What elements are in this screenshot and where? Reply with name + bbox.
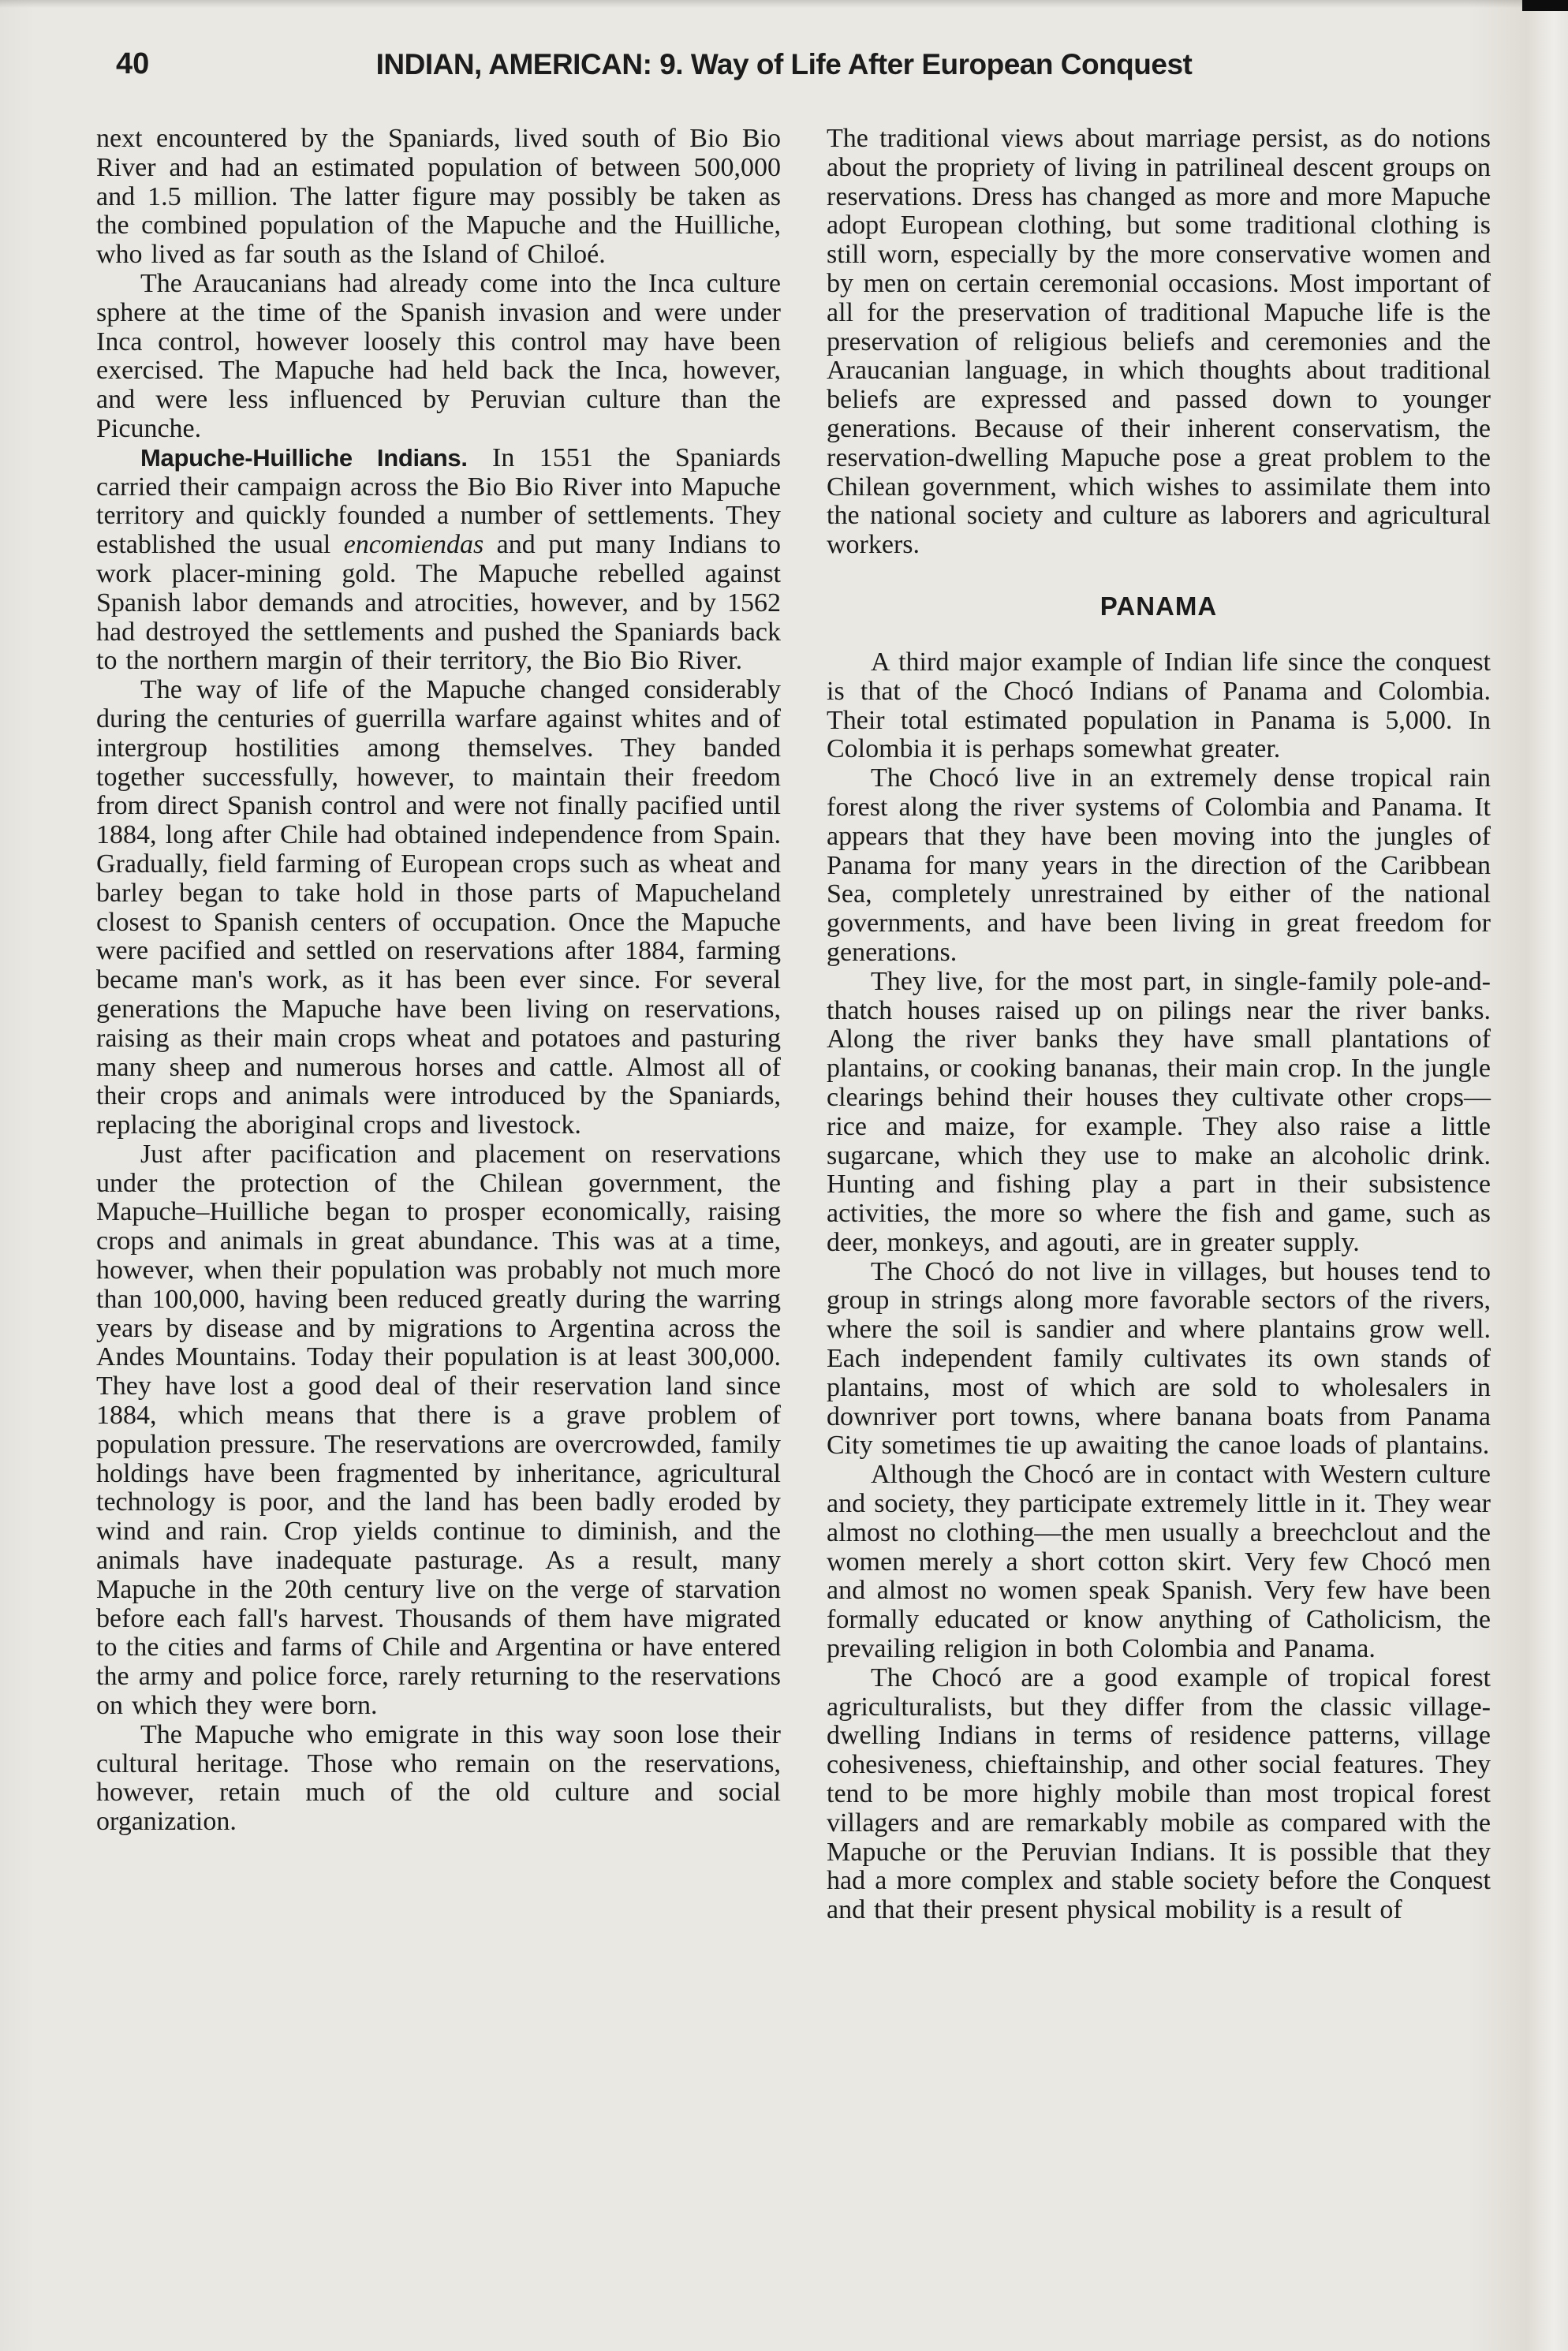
paragraph	[96, 125, 781, 270]
text-run: The Chocó live in an extremely dense tropical rain forest along the river systems of Colombia and Panama. It appears that they have been moving into the jungles of Panama for many years in the direction of the Caribbean Sea, completely unrestrained by either of the national governments, and have been living in great freedom for generations.	[827, 763, 1491, 967]
text-run: next encountered by the Spaniards, lived south of Bio Bio River and had an estimated population of between 500,000 and 1.5 million. The latter figure may possibly be taken as the combined population of the Mapuche and the Huilliche, who lived as far south as the Island of Chiloé.	[96, 124, 781, 270]
page-title: INDIAN, AMERICAN: 9. Way of Life After European Conquest	[375, 48, 1193, 80]
text-run: The traditional views about marriage persist, as do notions about the propriety of living in patrilineal descent groups on reservations. Dress has changed as more and more Mapuche adopt European clothing, but some traditional clothing is still worn, especially by the more conservative women and by men on certain ceremonial occasions. Most important of all for the preservation of traditional Mapuche life is the preservation of religious beliefs and ceremonies and the Araucanian language, in which thoughts about traditional beliefs are expressed and passed down to younger generations. Because of their inherent conservatism, the reservation-dwelling Mapuche pose a great problem to the Chilean government, which wishes to assimilate them into the national society and culture as laborers and agricultural workers.	[827, 124, 1491, 560]
text-run: In 1551 the Spaniards carried their campaign across the Bio Bio River into Mapuche territory and quickly founded a number of settlements. They established the usual	[96, 442, 782, 560]
text-run: The Chocó are a good example of tropical forest agriculturalists, but they differ from the classic village-dwelling Indians in terms of residence patterns, village cohesiveness, chieftainship, and other social features. They tend to be more highly mobile than most tropical forest villagers and are remarkably mobile as compared with the Mapuche or the Peruvian Indians. It is possible that they had a more complex and stable society before the Conquest and that their present physical mobility is a result of	[827, 1662, 1491, 1925]
paragraph	[827, 1461, 1491, 1664]
paragraph	[827, 125, 1491, 560]
text-run: A third major example of Indian life since the conquest is that of the Chocó Indians of Panama and Colombia. Their total estimated population in Panama is 5,000. In Colombia it is perhaps somewhat greater.	[827, 647, 1491, 764]
section-heading	[827, 591, 1491, 621]
paragraph	[96, 1140, 781, 1721]
text-run: and put many Indians to work placer-mining gold. The Mapuche rebelled against Spanish labor demands and atrocities, however, and by 1562 had destroyed the settlements and pushed the Spaniards back to the northern margin of their territory, the Bio Bio River.	[96, 530, 781, 676]
scan-artifact-corner	[1522, 0, 1568, 11]
text-run: PANAMA	[1099, 591, 1218, 621]
paragraph	[96, 270, 781, 444]
left-column	[96, 125, 781, 1925]
text-run: Although the Chocó are in contact with Western culture and society, they participate extremely little in it. They wear almost no clothing—the men usually a breechclout and the women merely a short cotton skirt. Very few Chocó men and almost no women speak Spanish. Very few have been formally educated or know anything of Catholicism, the prevailing religion in both Colombia and Panama.	[827, 1460, 1491, 1664]
paragraph	[96, 444, 781, 676]
text-run: Mapuche-Huilliche Indians.	[140, 443, 468, 472]
paragraph	[827, 1258, 1491, 1461]
text-run: They live, for the most part, in single-family pole-and-thatch houses raised up on pilings near the river banks. Along the river banks they have small plantations of plantains, or cooking bananas, their main crop. In the jungle clearings behind their houses they cultivate other crops—rice and maize, for example. They also raise a little sugarcane, which they use to make an alcoholic drink. Hunting and fishing play a part in their subsistence activities, the more so where the fish and game, such as deer, monkeys, and agouti, are in greater supply.	[827, 966, 1491, 1257]
page-number: 40	[116, 47, 150, 80]
paragraph	[827, 764, 1491, 968]
paragraph	[827, 1664, 1491, 1925]
text-run: The Mapuche who emigrate in this way soon lose their cultural heritage. Those who remain on the reservations, however, retain much of the old culture and social organization.	[96, 1719, 781, 1837]
paragraph	[827, 648, 1491, 764]
paragraph	[96, 676, 781, 1140]
text-columns	[96, 125, 1491, 1925]
text-run: encomiendas	[343, 530, 484, 560]
text-run: Just after pacification and placement on reservations under the protection of the Chilean government, the Mapuche–Huilliche began to prosper economically, raising crops and animals in great abundance. This was at a time, however, when their population was probably not much more than 100,000, having been reduced greatly during the warring years by disease and by migrations to Argentina across the Andes Mountains. Today their population is at least 300,000. They have lost a good deal of their reservation land since 1884, which means that there is a grave problem of population pressure. The reservations are overcrowded, family holdings have been fragmented by inheritance, agricultural technology is poor, and the land has been badly eroded by wind and rain. Crop yields continue to diminish, and the animals have inadequate pasturage. As a result, many Mapuche in the 20th century live on the verge of starvation before each fall's harvest. Thousands of them have migrated to the cities and farms of Chile and Argentina or have entered the army and police force, rarely returning to the reservations on which they were born.	[96, 1139, 781, 1721]
text-run: The way of life of the Mapuche changed considerably during the centuries of guerrilla warfare against whites and of intergroup hostilities among themselves. They banded together successfully, however, to maintain their freedom from direct Spanish control and were not finally pacified until 1884, long after Chile had obtained independence from Spain. Gradually, field farming of European crops such as wheat and barley began to take hold in those parts of Mapucheland closest to Spanish centers of occupation. Once the Mapuche were pacified and settled on reservations after 1884, farming became man's work, as it has been ever since. For several generations the Mapuche have been living on reservations, raising as their main crops wheat and potatoes and pasturing many sheep and numerous horses and cattle. Almost all of their crops and animals were introduced by the Spaniards, replacing the aboriginal crops and livestock.	[96, 675, 781, 1140]
text-run: The Araucanians had already come into the Inca culture sphere at the time of the Spanish invasion and were under Inca control, however loosely this control may have been exercised. The Mapuche had held back the Inca, however, and were less influenced by Peruvian culture than the Picunche.	[96, 268, 781, 443]
paragraph	[96, 1721, 781, 1837]
right-column	[827, 125, 1491, 1925]
paragraph	[827, 968, 1491, 1258]
text-run: The Chocó do not live in villages, but houses tend to group in strings along more favorable sectors of the rivers, where the soil is sandier and where plantains grow well. Each independent family cultivates its own stands of plantains, most of which are sold to wholesalers in downriver port towns, where banana boats from Panama City sometimes tie up awaiting the canoe loads of plantains.	[827, 1256, 1491, 1461]
